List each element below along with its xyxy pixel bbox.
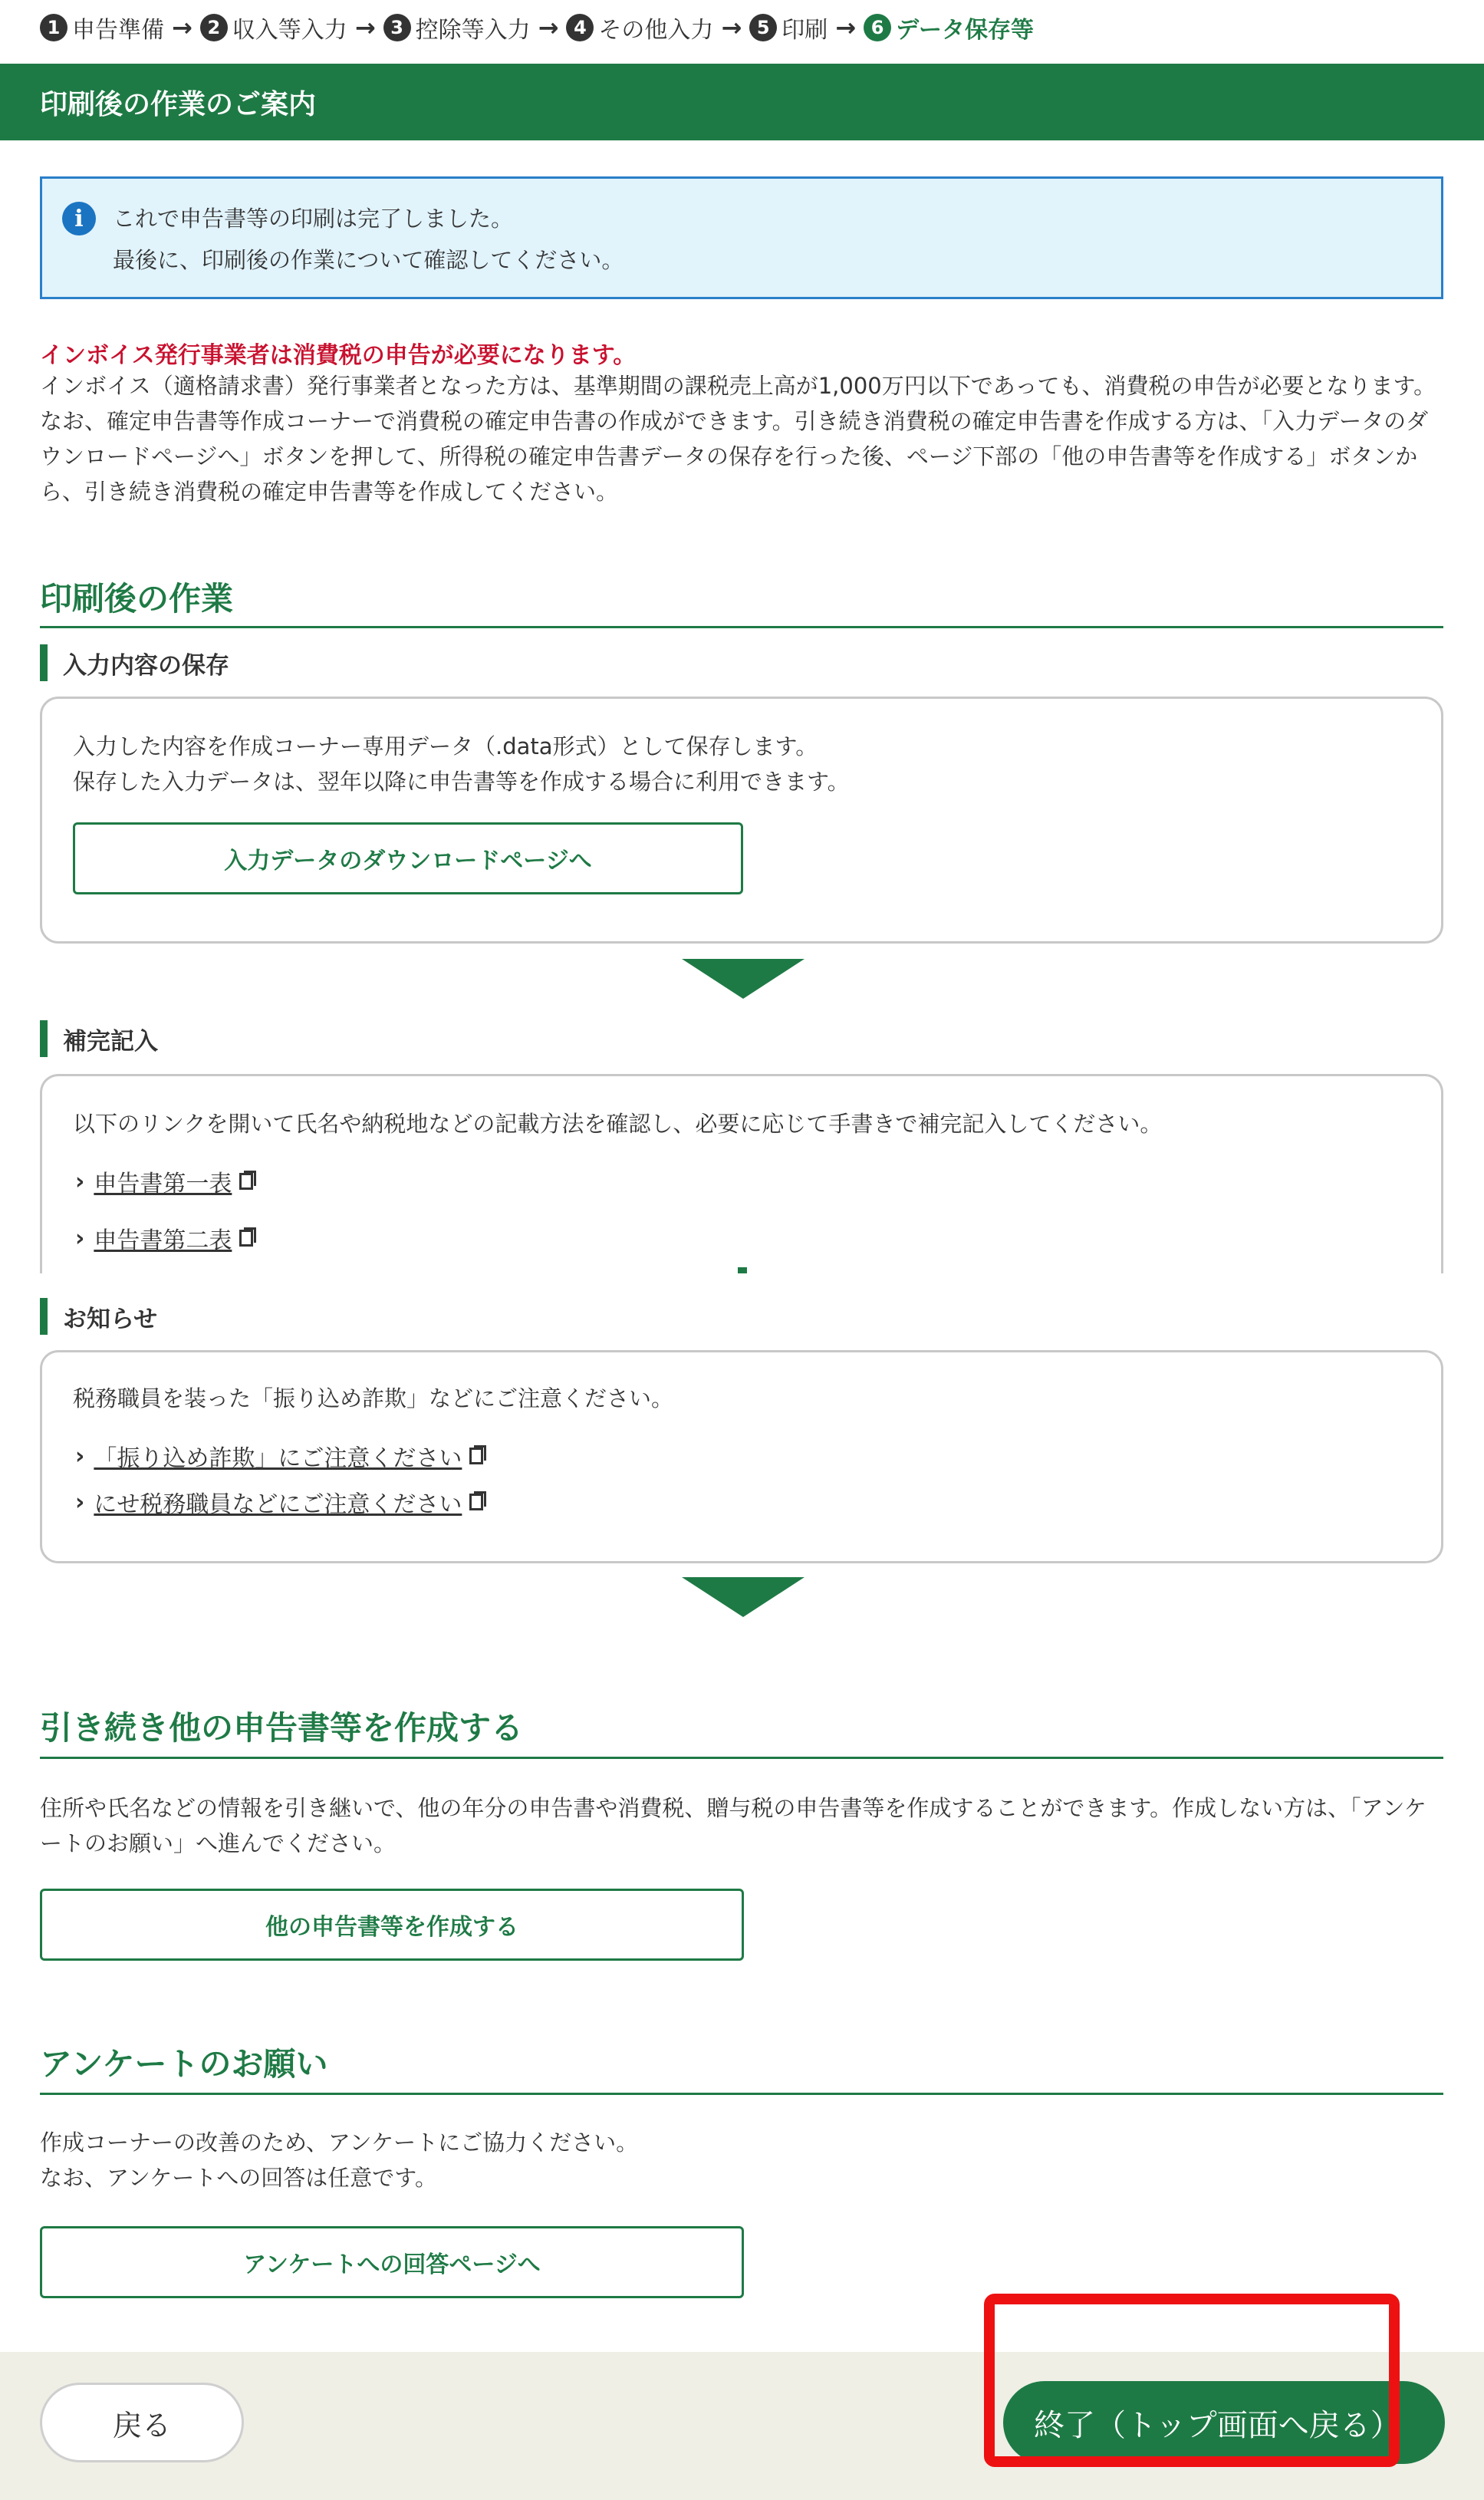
subsection-bar [40, 644, 48, 681]
step-2-number: 2 [200, 14, 228, 41]
invoice-notice-body [40, 368, 1443, 509]
info-icon: i [62, 202, 96, 236]
chevron-right-icon: › [75, 1224, 85, 1252]
chevron-right-icon: › [75, 1442, 85, 1470]
subsection-save-heading: 入力内容の保存 [63, 651, 229, 680]
step-arrow-icon: → [538, 13, 559, 42]
subsection-save [40, 644, 229, 681]
step-2 [200, 11, 347, 44]
step-3-number: 3 [383, 14, 411, 41]
subsection-bar [40, 1298, 48, 1335]
step-arrow-icon: → [354, 13, 376, 42]
info-line-1: これで申告書等の印刷は完了しました。 [113, 206, 514, 232]
step-6-label: データ保存等 [896, 17, 1035, 44]
link-fake-officer-warning[interactable] [75, 1485, 483, 1519]
step-2-label: 収入等入力 [232, 17, 347, 44]
step-5-number: 5 [749, 14, 777, 41]
step-3-label: 控除等入力 [415, 17, 531, 44]
chevron-right-icon: › [75, 1488, 85, 1516]
step-arrow-icon: → [721, 13, 742, 42]
section-title-survey: アンケートのお願い [40, 2045, 328, 2083]
continue-text: 住所や氏名などの情報を引き継いで、他の年分の申告書や消費税、贈与税の申告書等を作成することができます。作成しない方は、「アンケートのお願い」へ進んでください。 [40, 1795, 1426, 1856]
step-progress-bar [40, 6, 1034, 49]
link-form-2[interactable] [75, 1221, 253, 1255]
step-arrow-icon: → [835, 13, 857, 42]
link-fake-officer-warning-label[interactable]: にせ税務職員などにご注意ください [94, 1491, 462, 1518]
invoice-notice-headline: インボイス発行事業者は消費税の申告が必要になります。 [40, 342, 637, 369]
section-divider [40, 2093, 1443, 2095]
subsection-bar [40, 1020, 48, 1057]
section-title-continue: 引き続き他の申告書等を作成する [40, 1709, 524, 1747]
down-arrow-icon [682, 959, 805, 999]
link-fraud-warning-label[interactable]: 「振り込め詐欺」にご注意ください [94, 1445, 462, 1472]
invoice-notice-line-1: インボイス（適格請求書）発行事業者となった方は、基準期間の課税売上高が1,000万円以下であっても、消費税の申告が必要となります。 [40, 373, 1436, 399]
section-divider [40, 1757, 1443, 1759]
save-text-line-1: 入力した内容を作成コーナー専用データ（.data形式）として保存します。 [73, 733, 818, 759]
down-arrow-icon [682, 1577, 805, 1617]
collapsed-arrow-icon [738, 1267, 747, 1273]
subsection-supplement [40, 1020, 158, 1057]
page-header [0, 64, 1484, 140]
external-link-icon [239, 1230, 253, 1247]
page-title: 印刷後の作業のご案内 [40, 88, 317, 120]
link-form-1[interactable] [75, 1164, 253, 1198]
finish-return-to-top-button[interactable]: 終了（トップ画面へ戻る） [1003, 2381, 1445, 2464]
link-fraud-warning[interactable] [75, 1439, 483, 1473]
back-button[interactable]: 戻る [40, 2383, 244, 2462]
external-link-icon [239, 1173, 253, 1190]
step-6-number: 6 [864, 14, 891, 41]
info-message-box [40, 176, 1443, 299]
supplement-text: 以下のリンクを開いて氏名や納税地などの記載方法を確認し、必要に応じて手書きで補完記入してください。 [73, 1111, 1163, 1137]
link-form-2-label[interactable]: 申告書第二表 [94, 1227, 232, 1254]
info-line-2: 最後に、印刷後の作業について確認してください。 [113, 247, 624, 273]
step-4 [566, 11, 713, 44]
subsection-news [40, 1298, 157, 1335]
section-divider [40, 626, 1443, 628]
step-5-label: 印刷 [781, 17, 828, 44]
step-4-number: 4 [566, 14, 594, 41]
survey-text-line-2: なお、アンケートへの回答は任意です。 [40, 2165, 437, 2191]
external-link-icon [469, 1448, 483, 1464]
survey-answer-button[interactable]: アンケートへの回答ページへ [40, 2226, 744, 2298]
subsection-supplement-heading: 補完記入 [63, 1027, 158, 1056]
step-6-current [864, 11, 1034, 44]
survey-text [40, 2125, 1443, 2195]
external-link-icon [469, 1494, 483, 1510]
step-1 [40, 11, 164, 44]
subsection-news-heading: お知らせ [63, 1305, 158, 1333]
step-1-label: 申告準備 [72, 17, 164, 44]
download-input-data-button[interactable]: 入力データのダウンロードページへ [73, 822, 743, 894]
survey-text-line-1: 作成コーナーの改善のため、アンケートにご協力ください。 [40, 2129, 639, 2156]
save-card [40, 697, 1443, 944]
step-4-label: その他入力 [598, 17, 714, 44]
invoice-notice-line-2: なお、確定申告書等作成コーナーで消費税の確定申告書の作成ができます。引き続き消費税の確定申告書を作成する方は、「入力データのダウンロードページへ」ボタンを押して、所得税の確定申告書データの保存を行った後、ページ下部の「他の申告書等を作成する」ボタンから、引き続き消費税の確定申告書等を作成してください。 [40, 408, 1429, 505]
step-arrow-icon: → [172, 13, 192, 42]
red-highlight-box [984, 2294, 1400, 2467]
save-text-line-2: 保存した入力データは、翌年以降に申告書等を作成する場合に利用できます。 [73, 769, 850, 795]
step-3 [383, 11, 531, 44]
step-5 [749, 11, 828, 44]
create-other-returns-button[interactable]: 他の申告書等を作成する [40, 1889, 744, 1961]
section-title-after-print: 印刷後の作業 [40, 580, 234, 618]
chevron-right-icon: › [75, 1168, 85, 1195]
news-text: 税務職員を装った「振り込め詐欺」などにご注意ください。 [73, 1385, 674, 1411]
link-form-1-label[interactable]: 申告書第一表 [94, 1171, 232, 1197]
step-1-number: 1 [40, 14, 67, 41]
